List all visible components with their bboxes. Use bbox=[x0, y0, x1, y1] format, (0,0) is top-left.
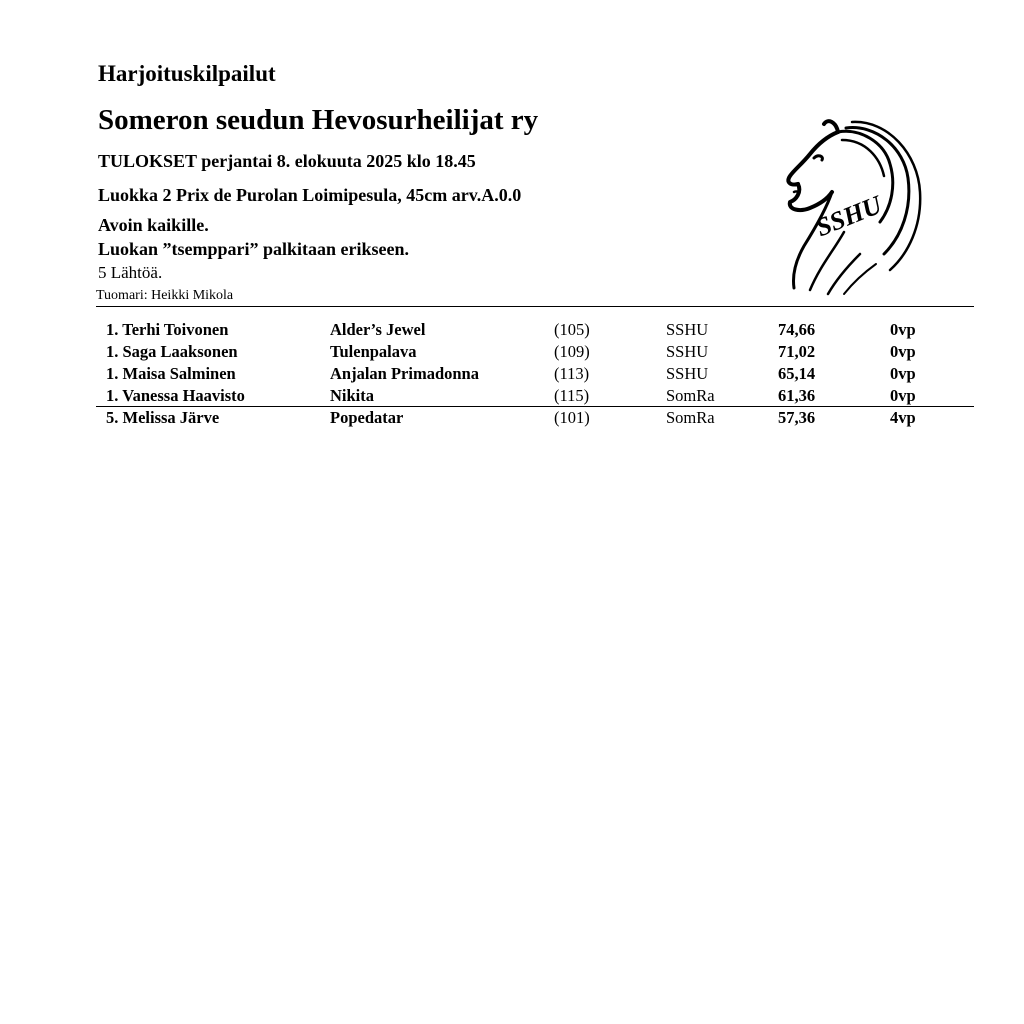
rider-name: 1. Terhi Toivonen bbox=[106, 320, 229, 339]
fault-points: 0vp bbox=[890, 386, 916, 405]
horse-number: (113) bbox=[554, 364, 590, 383]
table-row bbox=[0, 342, 1024, 364]
horse-name: Nikita bbox=[330, 386, 375, 405]
logo-text: SSHU bbox=[811, 189, 886, 243]
rider-name: 1. Maisa Salminen bbox=[106, 364, 236, 383]
table-row bbox=[0, 320, 1024, 342]
club-name: SomRa bbox=[666, 386, 715, 405]
table-row bbox=[0, 386, 1024, 408]
club-name: SSHU bbox=[666, 364, 709, 383]
fault-points: 0vp bbox=[890, 364, 916, 383]
judge-name: Tuomari: Heikki Mikola bbox=[96, 288, 234, 303]
score-points: 71,02 bbox=[778, 342, 816, 361]
rider-name: 1. Saga Laaksonen bbox=[106, 342, 238, 361]
horse-name: Popedatar bbox=[330, 408, 404, 427]
header-divider bbox=[96, 306, 974, 307]
results-table bbox=[0, 320, 1024, 430]
rider-name: 1. Vanessa Haavisto bbox=[106, 386, 245, 405]
horse-head-logo-icon bbox=[780, 114, 928, 296]
table-row bbox=[0, 408, 1024, 430]
fault-points: 4vp bbox=[890, 408, 916, 427]
class-info: Luokka 2 Prix de Purolan Loimipesula, 45cm arv.A.0.0 bbox=[98, 185, 522, 205]
score-points: 74,66 bbox=[778, 320, 816, 339]
horse-number: (109) bbox=[554, 342, 590, 361]
table-row bbox=[0, 364, 1024, 386]
event-type-title: Harjoituskilpailut bbox=[98, 61, 276, 86]
horse-name: Tulenpalava bbox=[330, 342, 417, 361]
club-name: SSHU bbox=[666, 320, 709, 339]
organizer-name: Someron seudun Hevosurheilijat ry bbox=[98, 104, 539, 136]
score-points: 57,36 bbox=[778, 408, 816, 427]
results-heading: TULOKSET perjantai 8. elokuuta 2025 klo 18.45 bbox=[98, 151, 476, 171]
starts-count: 5 Lähtöä. bbox=[98, 263, 163, 282]
horse-number: (115) bbox=[554, 386, 590, 405]
award-note: Luokan ”tsemppari” palkitaan erikseen. bbox=[98, 239, 410, 259]
rider-name: 5. Melissa Järve bbox=[106, 408, 220, 427]
fault-points: 0vp bbox=[890, 320, 916, 339]
score-points: 65,14 bbox=[778, 364, 816, 383]
club-name: SSHU bbox=[666, 342, 709, 361]
horse-name: Anjalan Primadonna bbox=[330, 364, 479, 383]
horse-number: (101) bbox=[554, 408, 590, 427]
horse-number: (105) bbox=[554, 320, 590, 339]
score-points: 61,36 bbox=[778, 386, 816, 405]
horse-name: Alder’s Jewel bbox=[330, 320, 426, 339]
fault-points: 0vp bbox=[890, 342, 916, 361]
open-note: Avoin kaikille. bbox=[98, 215, 209, 235]
club-name: SomRa bbox=[666, 408, 715, 427]
